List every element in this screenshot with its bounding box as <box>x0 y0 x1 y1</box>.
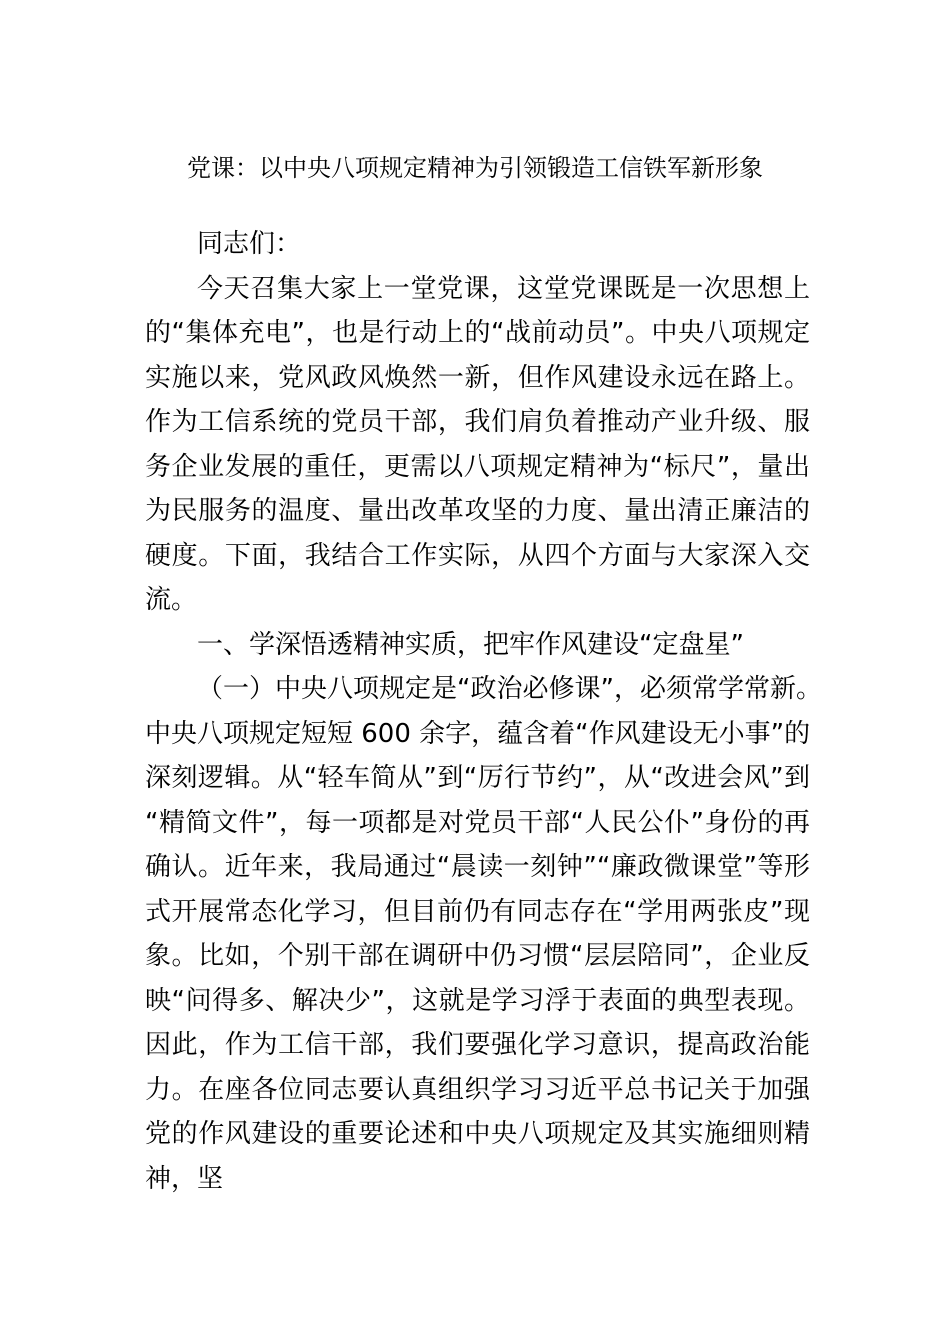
paragraph-line: 深刻逻辑。从“轻车简从”到“厉行节约”，从“改进会风”到 <box>145 763 810 793</box>
paragraph-line: 映“问得多、解决少”，这就是学习浮于表面的典型表现。 <box>145 985 810 1016</box>
paragraph-line: 式开展常态化学习，但目前仍有同志存在“学用两张皮”现 <box>145 896 810 927</box>
paragraph-line: 神，坚 <box>145 1163 224 1194</box>
paragraph-line: 确认。近年来，我局通过“晨读一刻钟”“廉政微课堂”等形 <box>145 852 810 882</box>
paragraph-line: 同志们： <box>197 229 302 259</box>
paragraph-line: 为民服务的温度、量出改革攻坚的力度、量出清正廉洁的 <box>145 496 810 526</box>
document-body <box>145 222 822 1201</box>
paragraph-line: 因此，作为工信干部，我们要强化学习意识，提高政治能 <box>145 1030 810 1060</box>
document-title: 党课：以中央八项规定精神为引领锻造工信铁军新形象 <box>187 154 763 182</box>
paragraph-line: 今天召集大家上一堂党课，这堂党课既是一次思想上 <box>197 273 810 304</box>
paragraph-line: （一）中央八项规定是“政治必修课”，必须常学常新。 <box>197 674 822 704</box>
paragraph-line: 实施以来，党风政风焕然一新，但作风建设永远在路上。 <box>145 362 810 393</box>
paragraph-line: 作为工信系统的党员干部，我们肩负着推动产业升级、服 <box>145 407 810 437</box>
paragraph-line: 力。在座各位同志要认真组织学习习近平总书记关于加强 <box>145 1074 810 1105</box>
paragraph-line: 的“集体充电”，也是行动上的“战前动员”。中央八项规定 <box>145 318 810 348</box>
paragraph-line: 务企业发展的重任，更需以八项规定精神为“标尺”，量出 <box>145 451 810 482</box>
paragraph-line: 象。比如，个别干部在调研中仍习惯“层层陪同”，企业反 <box>145 941 810 971</box>
paragraph-line: 一、学深悟透精神实质，把牢作风建设“定盘星” <box>197 629 744 660</box>
paragraph-line: 党的作风建设的重要论述和中央八项规定及其实施细则精 <box>145 1119 810 1149</box>
paragraph-line: 中央八项规定短短 600 余字，蕴含着“作风建设无小事”的 <box>145 718 811 749</box>
paragraph-line: 硬度。下面，我结合工作实际，从四个方面与大家深入交 <box>145 540 810 571</box>
paragraph-line: 流。 <box>145 585 198 615</box>
paragraph-line: “精简文件”，每一项都是对党员干部“人民公仆”身份的再 <box>145 807 810 838</box>
